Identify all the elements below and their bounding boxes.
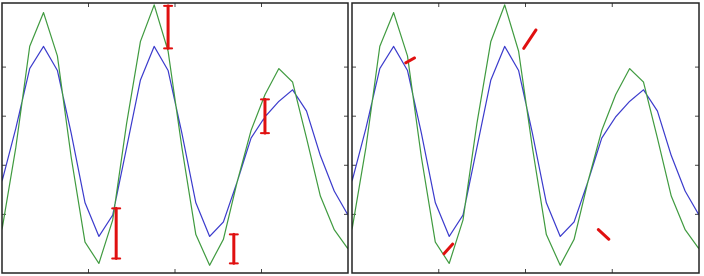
chart-panel-2 xyxy=(352,3,699,273)
chart-panel-1 xyxy=(2,3,348,273)
